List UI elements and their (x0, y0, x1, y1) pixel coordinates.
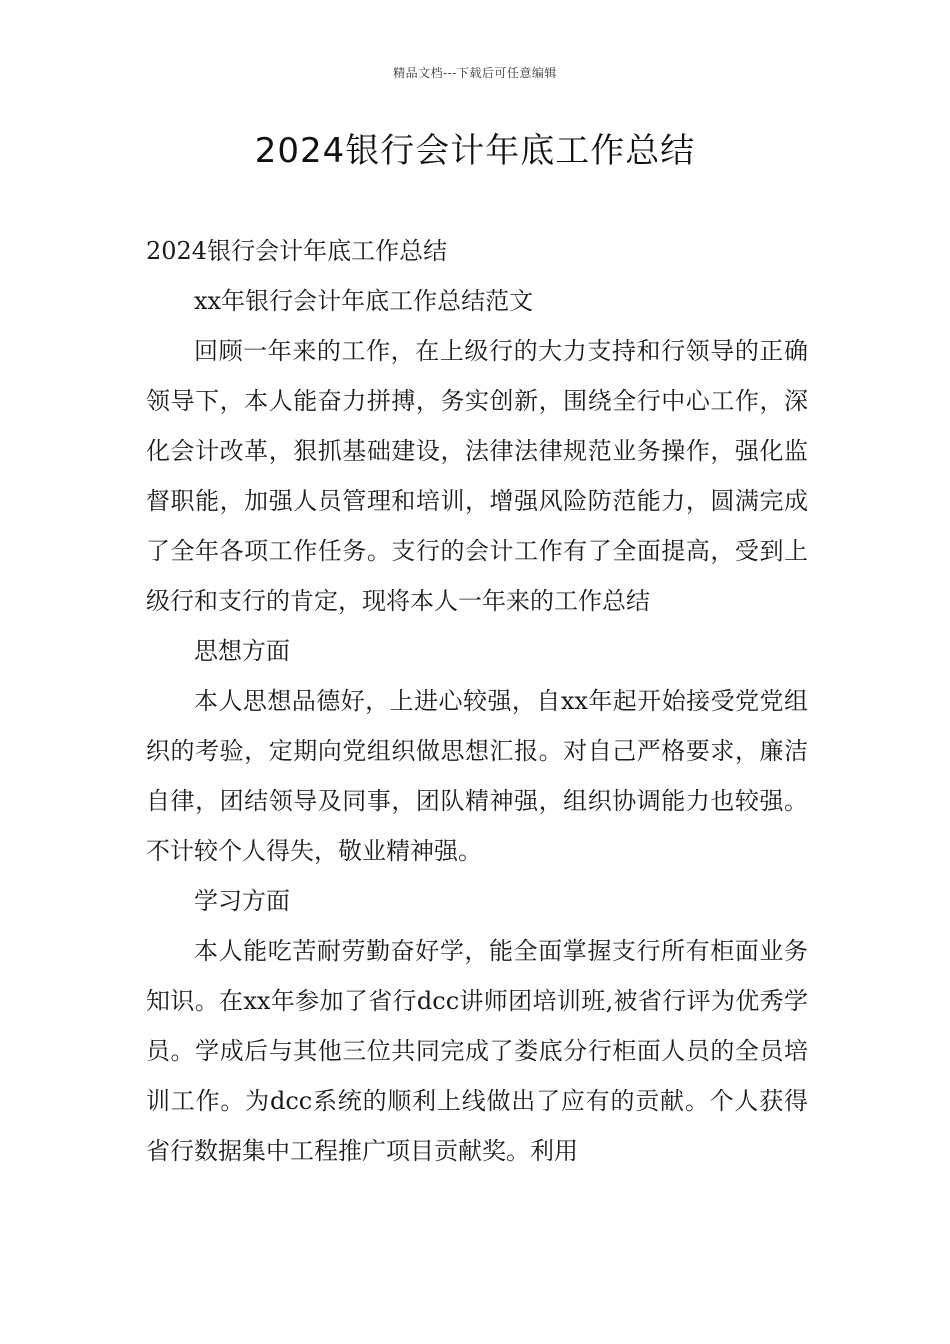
paragraph-intro: 回顾一年来的工作，在上级行的大力支持和行领导的正确领导下，本人能奋力拼搏，务实创新，围绕全行中心工作，深化会计改革，狠抓基础建设，法律法律规范业务操作，强化监督职能，加强人员管理和培训，增强风险防范能力，圆满完成了全年各项工作任务。支行的会计工作有了全面提高，受到上级行和支行的肯定，现将本人一年来的工作总结 (146, 337, 808, 615)
section-heading-study: 学习方面 (194, 887, 290, 915)
document-body (146, 226, 808, 1176)
document-title: 2024银行会计年底工作总结 (254, 131, 696, 171)
paragraph-heading: xx年银行会计年底工作总结范文 (194, 287, 534, 315)
paragraph-study: 本人能吃苦耐劳勤奋好学，能全面掌握支行所有柜面业务知识。在xx年参加了省行dcc讲师团培训班,被省行评为优秀学员。学成后与其他三位共同完成了娄底分行柜面人员的全员培训工作。为dcc系统的顺利上线做出了应有的贡献。个人获得省行数据集中工程推广项目贡献奖。利用 (146, 937, 808, 1165)
paragraph-thought: 本人思想品德好，上进心较强，自xx年起开始接受党党组织的考验，定期向党组织做思想汇报。对自己严格要求，廉洁自律，团结领导及同事，团队精神强，组织协调能力也较强。不计较个人得失，敬业精神强。 (146, 687, 808, 865)
header-note: 精品文档---下载后可任意编辑 (393, 66, 557, 80)
paragraph-subtitle: 2024银行会计年底工作总结 (146, 237, 448, 265)
section-heading-thought: 思想方面 (194, 637, 290, 665)
